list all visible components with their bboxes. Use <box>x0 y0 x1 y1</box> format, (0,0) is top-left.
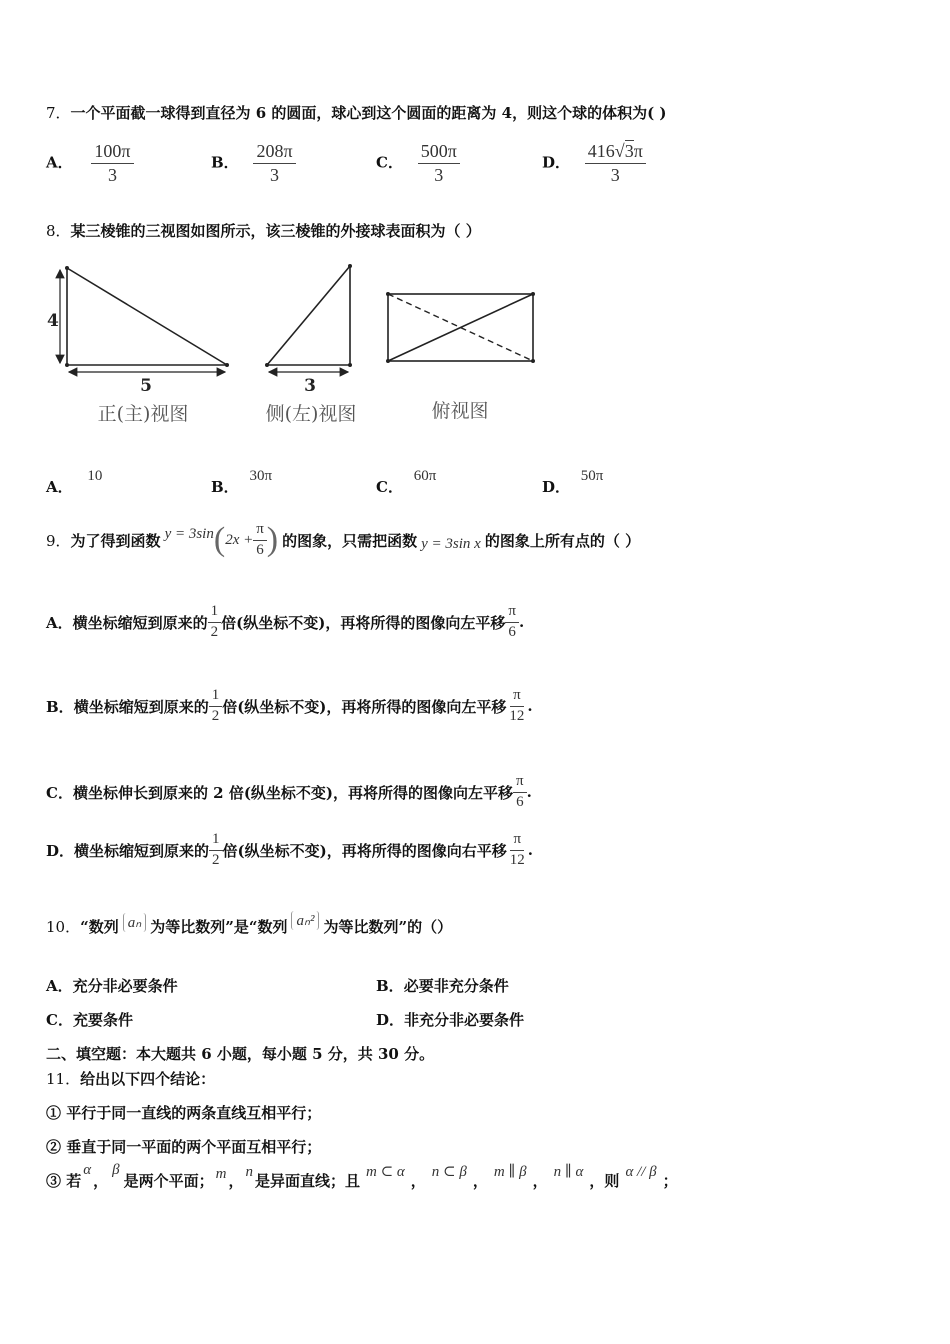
q7-option-b-den: 3 <box>270 164 280 185</box>
q10-option-c[interactable] <box>46 1009 133 1030</box>
q10-option-b-text: 必要非充分条件 <box>403 977 509 995</box>
q11-s3-comma1: ， <box>93 1172 109 1190</box>
q10-option-d-label: D． <box>376 1011 405 1029</box>
q9-option-b-scale-fraction <box>209 688 223 725</box>
q7-option-d-num-radicand: 3 <box>624 141 634 161</box>
comma-sep-2: ， <box>472 1172 488 1190</box>
q8-option-b-value: 30π <box>249 468 273 484</box>
q11-s3-n: n <box>245 1164 253 1180</box>
q7-option-b-fraction <box>253 142 295 185</box>
q10-text-c: 为等比数列”的（） <box>323 918 453 936</box>
q11-statement-3 <box>46 1162 678 1191</box>
sqrt-icon: √ <box>614 141 625 161</box>
q7-option-c-den: 3 <box>434 164 444 185</box>
q9-option-b-label: B． <box>46 697 74 716</box>
q11-s3-end: ； <box>662 1172 678 1190</box>
q9-option-a-label: A． <box>46 613 73 632</box>
q10-seq1: aₙ <box>123 913 146 932</box>
q11-statement-1: ① 平行于同一直线的两条直线互相平行； <box>46 1104 322 1122</box>
q8-text: 某三棱锥的三视图如图所示，该三棱锥的外接球表面积为（ ） <box>70 222 481 240</box>
q11-stem <box>46 1068 215 1089</box>
q7-option-a[interactable] <box>46 142 134 185</box>
q10-text-a: “数列 <box>80 918 119 936</box>
q9-option-d-scale-num: 1 <box>209 832 223 851</box>
q7-option-c-label: C． <box>376 153 403 172</box>
q11-s3-alpha: α <box>83 1162 92 1178</box>
q8-number: 8． <box>46 222 71 240</box>
q7-option-d-label: D． <box>542 153 571 172</box>
q9-option-a-scale-den: 2 <box>210 623 219 640</box>
q11-s3-conclusion: α // β <box>625 1164 657 1180</box>
left-paren-icon: ( <box>213 521 226 559</box>
q8-option-b[interactable] <box>211 464 273 496</box>
q7-option-b[interactable] <box>211 142 296 185</box>
q7-number: 7． <box>46 104 71 122</box>
q11-s3-r2: n ⊂ β <box>431 1164 467 1180</box>
q10-option-a[interactable] <box>46 975 178 996</box>
q9-text-a: 为了得到函数 <box>70 531 161 550</box>
q7-option-d-num-coef: 416 <box>587 141 615 161</box>
q9-option-c[interactable] <box>46 774 532 811</box>
q10-text-b: 为等比数列”是“数列 <box>150 918 288 936</box>
comma-sep-1: ， <box>410 1172 426 1190</box>
q9-option-d[interactable] <box>46 832 533 869</box>
q10-number: 10． <box>46 918 81 936</box>
q7-option-d-num <box>585 142 646 164</box>
q11-s3-beta: β <box>112 1162 120 1178</box>
q10-option-b-label: B． <box>376 977 404 995</box>
q9-option-d-scale-fraction <box>209 832 223 869</box>
q7-option-a-fraction <box>91 142 133 185</box>
q9-option-a-scale-num: 1 <box>208 604 222 623</box>
q11-s3-r3: m ∥ β <box>493 1164 527 1180</box>
q8-option-b-label: B． <box>211 478 239 496</box>
q8-stem <box>46 220 481 241</box>
q7-text: 一个平面截一球得到直径为 6 的圆面，球心到这个圆面的距离为 4，则这个球的体积为( ) <box>70 104 667 122</box>
q9-stem <box>46 522 640 559</box>
q9-number: 9． <box>46 531 71 550</box>
q10-option-b[interactable] <box>376 975 509 996</box>
q9-option-c-shift-den: 6 <box>516 793 524 810</box>
q7-option-d-den: 3 <box>610 164 620 185</box>
q9-option-d-label: D． <box>46 841 75 860</box>
q9-option-b-text-b: 倍(纵坐标不变)，再将所得的图像向左平移 <box>222 697 507 716</box>
q9-option-d-shift-num: π <box>510 832 524 851</box>
q11-s3-r4: n ∥ α <box>553 1164 584 1180</box>
q9-option-d-end: . <box>527 841 533 860</box>
q7-option-a-label: A． <box>46 153 73 172</box>
q9-option-c-end: . <box>526 783 532 802</box>
q9-func1-frac-num: π <box>253 522 267 541</box>
q9-option-c-shift-num: π <box>513 774 527 793</box>
q7-option-c-fraction <box>418 142 460 185</box>
q11-s3-a: ③ 若 <box>46 1172 82 1190</box>
q11-s3-r1: m ⊂ α <box>366 1164 405 1180</box>
q9-func1-fraction <box>253 522 267 559</box>
q9-option-b-text-a: 横坐标缩短到原来的 <box>73 697 209 716</box>
q9-option-d-shift-fraction <box>507 832 528 869</box>
q7-option-c[interactable] <box>376 142 460 185</box>
q8-option-d-value: 50π <box>580 468 604 484</box>
q9-option-d-scale-den: 2 <box>212 851 220 868</box>
side-view <box>265 264 356 425</box>
side-width-label: 3 <box>304 376 316 396</box>
top-caption: 俯视图 <box>431 400 489 422</box>
q10-stem <box>46 913 453 937</box>
q9-text-b: 的图象，只需把函数 <box>282 531 418 550</box>
q8-option-a[interactable] <box>46 464 103 496</box>
q7-option-d-fraction <box>585 142 646 185</box>
q9-option-a-shift-fraction <box>505 604 519 641</box>
q7-option-a-num: 100π <box>91 142 133 164</box>
q9-option-b-scale-num: 1 <box>209 688 223 707</box>
right-paren-icon: ) <box>266 521 279 559</box>
q8-three-views-figure <box>40 258 560 433</box>
q9-option-b-end: . <box>527 697 533 716</box>
front-caption: 正(主)视图 <box>97 403 189 425</box>
q9-func1-inner: 2x + <box>225 531 254 548</box>
q9-option-b-scale-den: 2 <box>211 707 220 724</box>
q9-option-a-text-b: 倍(纵坐标不变)，再将所得的图像向左平移 <box>221 613 506 632</box>
q11-s3-c: 是异面直线；且 <box>254 1172 360 1190</box>
q10-option-c-label: C． <box>46 1011 73 1029</box>
q9-option-c-shift-fraction <box>513 774 527 811</box>
q9-text-c: 的图象上所有点的（ ） <box>484 531 641 550</box>
q9-option-a-scale-fraction <box>208 604 222 641</box>
q9-option-d-shift-den: 12 <box>509 851 525 868</box>
q10-option-c-text: 充要条件 <box>72 1011 133 1029</box>
q7-option-d[interactable] <box>542 142 646 185</box>
q8-option-d[interactable] <box>542 464 604 496</box>
comma-sep-3: ， <box>532 1172 548 1190</box>
q7-option-c-num: 500π <box>418 142 460 164</box>
q8-option-c-value: 60π <box>413 468 437 484</box>
section2-title: 二、填空题：本大题共 6 小题，每小题 5 分，共 30 分。 <box>46 1045 435 1063</box>
q9-option-a-shift-num: π <box>505 604 519 623</box>
q11-s3-comma2: ， <box>228 1172 244 1190</box>
q9-option-a[interactable] <box>46 604 524 641</box>
q7-option-a-den: 3 <box>107 164 117 185</box>
q11-s3-d: ，则 <box>589 1172 620 1190</box>
q8-option-c[interactable] <box>376 464 437 496</box>
q7-option-b-label: B． <box>211 153 239 172</box>
q10-option-d[interactable] <box>376 1009 524 1030</box>
q8-option-a-label: A． <box>46 478 73 496</box>
q11-statement-2: ② 垂直于同一平面的两个平面互相平行； <box>46 1138 322 1156</box>
q9-func2: y = 3sin x <box>421 535 481 552</box>
q7-stem <box>46 102 667 123</box>
q10-option-d-text: 非充分非必要条件 <box>404 1011 525 1029</box>
q9-option-a-end: . <box>518 613 525 632</box>
q9-option-c-text-a: 横坐标伸长到原来的 2 倍(纵坐标不变)，再将所得的图像向左平移 <box>72 783 514 802</box>
front-view <box>47 266 229 425</box>
q10-seq2: aₙ² <box>291 911 319 930</box>
q9-option-d-text-a: 横坐标缩短到原来的 <box>74 841 210 860</box>
q8-option-c-label: C． <box>376 478 403 496</box>
q7-option-b-num: 208π <box>253 142 295 164</box>
q8-option-a-value: 10 <box>87 468 103 484</box>
q10-option-a-text: 充分非必要条件 <box>72 977 178 995</box>
q9-option-b[interactable] <box>46 688 533 725</box>
q9-option-a-text-a: 横坐标缩短到原来的 <box>72 613 208 632</box>
q9-option-a-shift-den: 6 <box>508 623 516 640</box>
side-caption: 侧(左)视图 <box>265 403 357 425</box>
q11-s3-m: m <box>215 1166 227 1182</box>
q11-text: 给出以下四个结论： <box>80 1070 216 1088</box>
q9-option-b-shift-fraction <box>506 688 527 725</box>
q9-option-b-shift-num: π <box>510 688 524 707</box>
q7-option-d-num-pi: π <box>633 141 643 161</box>
q9-option-b-shift-den: 12 <box>509 707 525 724</box>
q11-s3-b: 是两个平面； <box>123 1172 214 1190</box>
q9-func1-left: y = 3sin <box>164 525 214 542</box>
front-height-label: 4 <box>47 311 59 331</box>
q8-option-d-label: D． <box>542 478 571 496</box>
top-view <box>386 292 535 422</box>
front-width-label: 5 <box>140 376 152 396</box>
q9-option-c-label: C． <box>46 783 73 802</box>
q11-number: 11． <box>46 1070 81 1088</box>
q9-func1-frac-den: 6 <box>256 541 264 558</box>
q10-option-a-label: A． <box>46 977 73 995</box>
q9-option-d-text-b: 倍(纵坐标不变)，再将所得的图像向右平移 <box>222 841 507 860</box>
